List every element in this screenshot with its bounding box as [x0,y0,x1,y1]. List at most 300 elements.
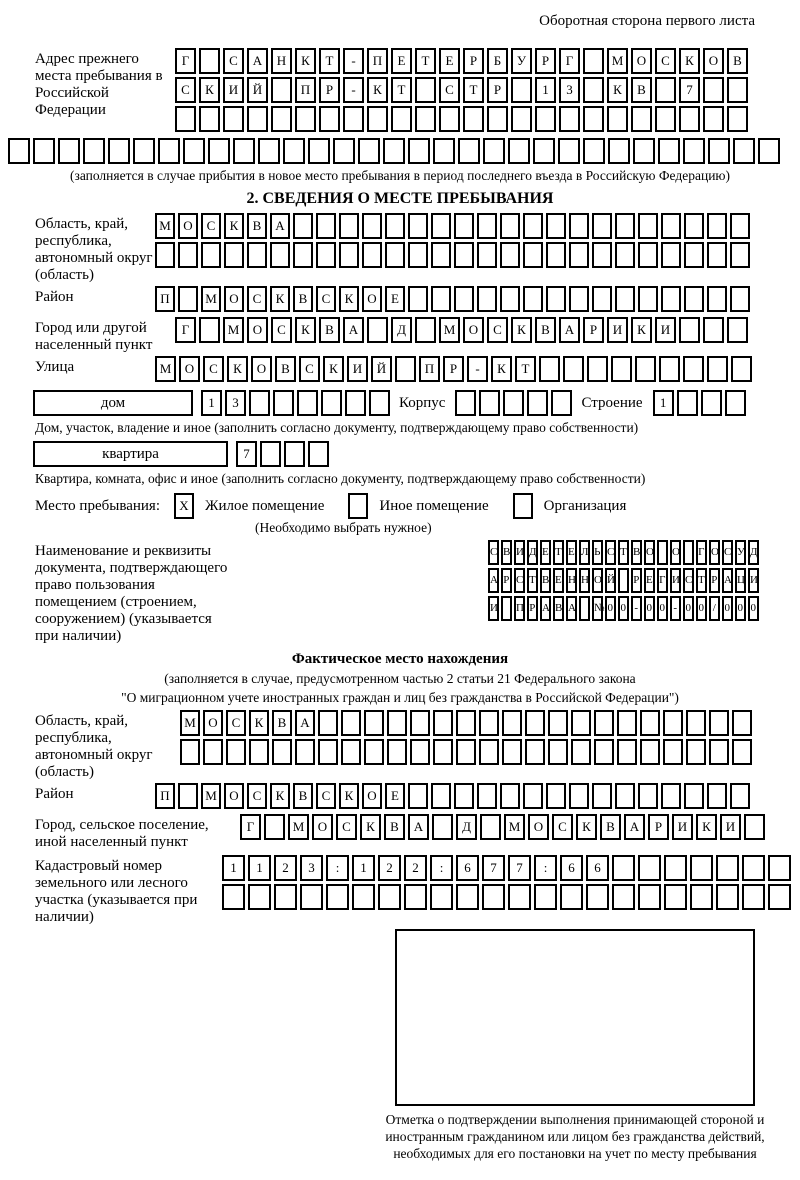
char-cell[interactable]: Р [319,77,340,103]
char-cell[interactable] [690,884,713,910]
char-cell[interactable] [364,710,384,736]
char-cell[interactable]: И [223,77,244,103]
char-cell[interactable]: П [155,286,175,312]
char-cell[interactable] [732,739,752,765]
char-cell[interactable]: - [467,356,488,382]
char-cell[interactable] [391,106,412,132]
char-cell[interactable] [408,138,430,164]
char-cell[interactable]: С [316,286,336,312]
char-cell[interactable]: И [670,568,681,593]
char-cell[interactable] [224,242,244,268]
char-cell[interactable]: В [600,814,621,840]
char-cell[interactable]: О [463,317,484,343]
char-cell[interactable] [178,783,198,809]
char-cell[interactable] [367,317,388,343]
char-cell[interactable] [615,242,635,268]
char-cell[interactable] [569,242,589,268]
char-cell[interactable] [272,739,292,765]
char-cell[interactable] [716,855,739,881]
char-cell[interactable]: - [670,596,681,621]
char-cell[interactable]: О [312,814,333,840]
char-cell[interactable] [178,286,198,312]
char-cell[interactable]: Р [709,568,720,593]
char-cell[interactable] [415,77,436,103]
char-cell[interactable] [703,77,724,103]
char-cell[interactable] [684,242,704,268]
char-cell[interactable] [664,855,687,881]
char-cell[interactable] [208,138,230,164]
char-cell[interactable] [223,106,244,132]
char-cell[interactable]: О [224,783,244,809]
char-cell[interactable] [477,286,497,312]
char-cell[interactable]: О [179,356,200,382]
char-cell[interactable] [308,441,329,467]
char-cell[interactable] [592,242,612,268]
char-cell[interactable]: В [535,317,556,343]
char-cell[interactable] [664,884,687,910]
char-cell[interactable]: А [343,317,364,343]
char-cell[interactable] [679,317,700,343]
char-cell[interactable] [308,138,330,164]
char-cell[interactable]: А [247,48,268,74]
char-cell[interactable]: В [384,814,405,840]
char-cell[interactable]: В [631,540,642,565]
char-cell[interactable]: Р [487,77,508,103]
char-cell[interactable] [326,884,349,910]
char-cell[interactable] [638,884,661,910]
char-cell[interactable] [433,710,453,736]
char-cell[interactable] [638,242,658,268]
char-cell[interactable] [226,739,246,765]
char-cell[interactable]: М [155,356,176,382]
char-cell[interactable]: 0 [735,596,746,621]
char-cell[interactable] [247,106,268,132]
char-cell[interactable]: К [607,77,628,103]
char-cell[interactable]: Г [175,317,196,343]
char-cell[interactable] [732,710,752,736]
char-cell[interactable] [768,884,791,910]
char-cell[interactable]: Л [579,540,590,565]
char-cell[interactable]: М [288,814,309,840]
char-cell[interactable]: Й [247,77,268,103]
char-cell[interactable]: Г [175,48,196,74]
char-cell[interactable] [508,884,531,910]
char-cell[interactable] [508,138,530,164]
char-cell[interactable]: О [703,48,724,74]
char-cell[interactable] [725,390,746,416]
char-cell[interactable]: 0 [722,596,733,621]
char-cell[interactable] [479,710,499,736]
char-cell[interactable] [502,739,522,765]
char-cell[interactable]: : [430,855,453,881]
char-cell[interactable] [341,710,361,736]
char-cell[interactable]: С [336,814,357,840]
char-cell[interactable] [383,138,405,164]
char-cell[interactable]: А [270,213,290,239]
char-cell[interactable] [274,884,297,910]
char-cell[interactable] [727,106,748,132]
char-cell[interactable] [661,213,681,239]
char-cell[interactable]: И [488,596,499,621]
char-cell[interactable] [679,106,700,132]
char-cell[interactable]: О [670,540,681,565]
char-cell[interactable]: Д [527,540,538,565]
char-cell[interactable]: И [748,568,759,593]
char-cell[interactable] [199,317,220,343]
char-cell[interactable]: Т [391,77,412,103]
char-cell[interactable] [454,286,474,312]
char-cell[interactable] [534,884,557,910]
char-cell[interactable]: Т [463,77,484,103]
char-cell[interactable]: В [319,317,340,343]
char-cell[interactable]: В [631,77,652,103]
char-cell[interactable]: Е [644,568,655,593]
char-cell[interactable] [364,739,384,765]
char-cell[interactable] [569,213,589,239]
char-cell[interactable] [199,48,220,74]
char-cell[interactable]: 2 [404,855,427,881]
char-cell[interactable] [546,242,566,268]
char-cell[interactable] [233,138,255,164]
char-cell[interactable] [415,317,436,343]
char-cell[interactable] [533,138,555,164]
char-cell[interactable] [433,739,453,765]
char-cell[interactable] [483,138,505,164]
char-cell[interactable]: Е [540,540,551,565]
char-cell[interactable] [222,884,245,910]
char-cell[interactable]: И [672,814,693,840]
char-cell[interactable] [500,286,520,312]
char-cell[interactable] [260,441,281,467]
char-cell[interactable] [33,138,55,164]
char-cell[interactable]: К [339,783,359,809]
char-cell[interactable]: 0 [618,596,629,621]
char-cell[interactable] [523,213,543,239]
char-cell[interactable]: Г [657,568,668,593]
char-cell[interactable] [583,138,605,164]
char-cell[interactable]: А [722,568,733,593]
char-cell[interactable] [612,884,635,910]
char-cell[interactable]: И [514,540,525,565]
char-cell[interactable]: Ь [592,540,603,565]
char-cell[interactable]: Е [566,540,577,565]
char-cell[interactable] [433,138,455,164]
char-cell[interactable]: Р [631,568,642,593]
char-cell[interactable]: Р [501,568,512,593]
char-cell[interactable]: Р [535,48,556,74]
char-cell[interactable]: И [607,317,628,343]
char-cell[interactable] [683,540,694,565]
char-cell[interactable] [431,783,451,809]
char-cell[interactable] [455,390,476,416]
char-cell[interactable]: О [362,783,382,809]
char-cell[interactable] [661,286,681,312]
char-cell[interactable]: Т [319,48,340,74]
char-cell[interactable] [439,106,460,132]
char-cell[interactable] [535,106,556,132]
char-cell[interactable] [316,242,336,268]
char-cell[interactable]: Р [527,596,538,621]
char-cell[interactable]: Д [391,317,412,343]
char-cell[interactable] [477,783,497,809]
char-cell[interactable] [297,390,318,416]
char-cell[interactable] [586,884,609,910]
char-cell[interactable] [661,783,681,809]
char-cell[interactable]: 1 [352,855,375,881]
char-cell[interactable] [548,739,568,765]
char-cell[interactable] [701,390,722,416]
char-cell[interactable] [539,356,560,382]
char-cell[interactable] [430,884,453,910]
char-cell[interactable]: : [534,855,557,881]
char-cell[interactable]: К [339,286,359,312]
char-cell[interactable] [663,739,683,765]
char-cell[interactable]: Т [515,356,536,382]
char-cell[interactable]: 6 [560,855,583,881]
char-cell[interactable] [571,739,591,765]
char-cell[interactable]: П [367,48,388,74]
char-cell[interactable] [454,213,474,239]
char-cell[interactable] [663,710,683,736]
char-cell[interactable] [615,286,635,312]
char-cell[interactable] [583,48,604,74]
char-cell[interactable] [387,739,407,765]
char-cell[interactable] [500,213,520,239]
char-cell[interactable]: 3 [225,390,246,416]
char-cell[interactable] [569,783,589,809]
char-cell[interactable] [684,286,704,312]
char-cell[interactable] [658,138,680,164]
char-cell[interactable] [264,814,285,840]
char-cell[interactable]: С [316,783,336,809]
char-cell[interactable]: С [488,540,499,565]
char-cell[interactable] [500,242,520,268]
char-cell[interactable] [343,106,364,132]
char-cell[interactable]: С [226,710,246,736]
char-cell[interactable] [410,710,430,736]
char-cell[interactable] [615,213,635,239]
char-cell[interactable] [657,540,668,565]
char-cell[interactable]: П [514,596,525,621]
char-cell[interactable] [271,106,292,132]
char-cell[interactable]: В [501,540,512,565]
char-cell[interactable]: К [360,814,381,840]
char-cell[interactable] [615,783,635,809]
char-cell[interactable]: К [224,213,244,239]
char-cell[interactable]: С [683,568,694,593]
char-cell[interactable]: / [709,596,720,621]
char-cell[interactable] [525,710,545,736]
char-cell[interactable] [655,77,676,103]
char-cell[interactable]: 3 [300,855,323,881]
char-cell[interactable] [551,390,572,416]
char-cell[interactable] [295,739,315,765]
char-cell[interactable] [611,356,632,382]
char-cell[interactable]: 7 [508,855,531,881]
char-cell[interactable] [733,138,755,164]
char-cell[interactable]: А [408,814,429,840]
char-cell[interactable]: 1 [248,855,271,881]
char-cell[interactable] [500,783,520,809]
char-cell[interactable]: Т [618,540,629,565]
char-cell[interactable] [456,884,479,910]
char-cell[interactable]: М [607,48,628,74]
char-cell[interactable] [683,356,704,382]
char-cell[interactable]: С [514,568,525,593]
char-cell[interactable]: В [293,286,313,312]
char-cell[interactable]: 0 [657,596,668,621]
char-cell[interactable] [563,356,584,382]
char-cell[interactable]: Г [696,540,707,565]
char-cell[interactable] [479,739,499,765]
char-cell[interactable] [703,317,724,343]
char-cell[interactable]: Е [385,783,405,809]
char-cell[interactable] [583,77,604,103]
char-cell[interactable]: Е [391,48,412,74]
char-cell[interactable]: 7 [236,441,257,467]
char-cell[interactable] [477,242,497,268]
char-cell[interactable]: 0 [644,596,655,621]
char-cell[interactable] [617,739,637,765]
char-cell[interactable] [683,138,705,164]
char-cell[interactable]: П [155,783,175,809]
char-cell[interactable] [248,884,271,910]
char-cell[interactable] [523,242,543,268]
char-cell[interactable] [703,106,724,132]
char-cell[interactable]: М [180,710,200,736]
char-cell[interactable] [319,106,340,132]
char-cell[interactable]: К [295,48,316,74]
char-cell[interactable] [661,242,681,268]
char-cell[interactable]: О [644,540,655,565]
char-cell[interactable] [727,317,748,343]
char-cell[interactable] [8,138,30,164]
char-cell[interactable] [707,286,727,312]
char-cell[interactable] [270,242,290,268]
char-cell[interactable]: В [272,710,292,736]
char-cell[interactable] [523,783,543,809]
char-cell[interactable] [730,242,750,268]
char-cell[interactable]: К [511,317,532,343]
char-cell[interactable] [83,138,105,164]
char-cell[interactable] [594,710,614,736]
char-cell[interactable]: К [631,317,652,343]
char-cell[interactable] [607,106,628,132]
char-cell[interactable]: Р [583,317,604,343]
char-cell[interactable] [479,390,500,416]
char-cell[interactable] [635,356,656,382]
char-cell[interactable] [339,242,359,268]
char-cell[interactable] [707,242,727,268]
char-cell[interactable] [659,356,680,382]
other-premises-checkbox[interactable] [348,493,368,519]
char-cell[interactable] [617,710,637,736]
char-cell[interactable]: И [655,317,676,343]
char-cell[interactable]: С [605,540,616,565]
char-cell[interactable]: К [295,317,316,343]
char-cell[interactable]: 2 [274,855,297,881]
char-cell[interactable]: О [362,286,382,312]
char-cell[interactable] [133,138,155,164]
char-cell[interactable]: К [227,356,248,382]
char-cell[interactable] [108,138,130,164]
char-cell[interactable] [571,710,591,736]
char-cell[interactable]: К [323,356,344,382]
char-cell[interactable]: О [203,710,223,736]
char-cell[interactable] [758,138,780,164]
char-cell[interactable]: Р [463,48,484,74]
char-cell[interactable] [612,855,635,881]
char-cell[interactable] [633,138,655,164]
char-cell[interactable] [592,213,612,239]
char-cell[interactable] [175,106,196,132]
char-cell[interactable]: П [419,356,440,382]
char-cell[interactable]: - [343,77,364,103]
char-cell[interactable] [716,884,739,910]
char-cell[interactable]: О [247,317,268,343]
char-cell[interactable]: А [488,568,499,593]
char-cell[interactable]: П [295,77,316,103]
residential-premises-checkbox[interactable]: X [174,493,194,519]
char-cell[interactable] [730,213,750,239]
char-cell[interactable] [249,390,270,416]
char-cell[interactable] [456,710,476,736]
char-cell[interactable] [768,855,791,881]
char-cell[interactable]: А [566,596,577,621]
char-cell[interactable] [345,390,366,416]
char-cell[interactable]: Д [748,540,759,565]
char-cell[interactable] [477,213,497,239]
char-cell[interactable] [558,138,580,164]
char-cell[interactable] [199,106,220,132]
char-cell[interactable] [731,356,752,382]
char-cell[interactable]: К [270,286,290,312]
char-cell[interactable] [638,855,661,881]
char-cell[interactable]: К [576,814,597,840]
char-cell[interactable] [378,884,401,910]
char-cell[interactable]: К [199,77,220,103]
char-cell[interactable]: Т [553,540,564,565]
char-cell[interactable]: К [696,814,717,840]
char-cell[interactable] [579,596,590,621]
char-cell[interactable]: 1 [201,390,222,416]
char-cell[interactable] [730,783,750,809]
char-cell[interactable]: К [270,783,290,809]
char-cell[interactable] [677,390,698,416]
char-cell[interactable] [707,356,728,382]
char-cell[interactable] [548,710,568,736]
char-cell[interactable] [655,106,676,132]
char-cell[interactable] [709,739,729,765]
char-cell[interactable]: Т [415,48,436,74]
char-cell[interactable]: Й [605,568,616,593]
char-cell[interactable]: Р [443,356,464,382]
char-cell[interactable]: 1 [222,855,245,881]
char-cell[interactable] [560,884,583,910]
char-cell[interactable] [686,739,706,765]
char-cell[interactable] [456,739,476,765]
char-cell[interactable]: Г [240,814,261,840]
char-cell[interactable] [358,138,380,164]
char-cell[interactable] [318,739,338,765]
char-cell[interactable] [395,356,416,382]
char-cell[interactable]: У [511,48,532,74]
char-cell[interactable]: Д [456,814,477,840]
char-cell[interactable] [523,286,543,312]
char-cell[interactable] [559,106,580,132]
char-cell[interactable]: А [624,814,645,840]
char-cell[interactable]: С [487,317,508,343]
